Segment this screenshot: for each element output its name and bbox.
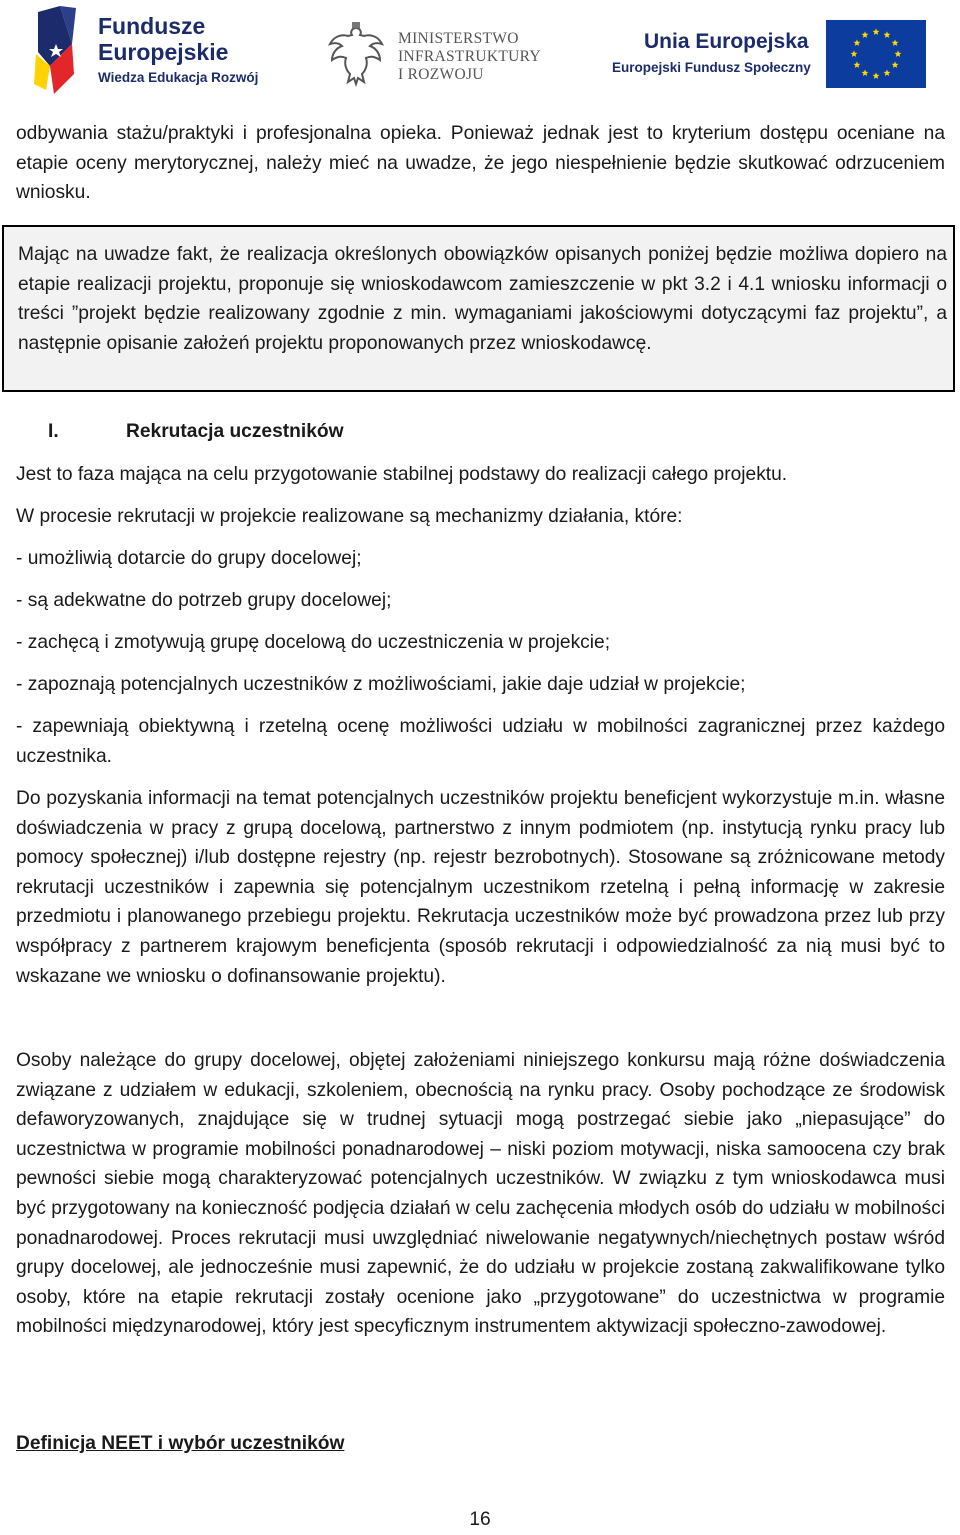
fe-logo-line1: Fundusze (98, 13, 206, 39)
list-item: - zapoznają potencjalnych uczestników z możliwościami, jakie daje udział w projekcie; (16, 674, 746, 695)
list-item: - umożliwią dotarcie do grupy docelowej; (16, 548, 362, 569)
mechanisms-paragraph: W procesie rekrutacji w projekcie realizowane są mechanizmy działania, które: (16, 506, 683, 527)
info-paragraph: Do pozyskania informacji na temat potencjalnych uczestników projektu beneficjent wykorzystuje m.in. własne doświadczenia w pracy z grupą docelową, partnerstwo z innym podmiotem (np. instytucją rynku pracy lub pomocy społecznej) i/lub dostępne rejestry (np. rejestr bezrobotnych). Stosowane są zróżnicowane metody rekrutacji uczestników i zapewnia się potencjalnym uczestnikom rzetelną i pełną informację w zakresie przedmiotu i planowanego przebiegu projektu. Rekrutacja uczestników może być prowadzona przez lub przy współpracy z partnerem krajowym beneficjenta (sposób rekrutacji i odpowiedzialność za nią musi być to wskazane we wniosku o dofinansowanie projektu). (16, 788, 945, 987)
fe-logo-line3: Wiedza Edukacja Rozwój (98, 70, 259, 85)
section-title: Rekrutacja uczestników (126, 421, 344, 442)
groups-paragraph: Osoby należące do grupy docelowej, objętej założeniami niniejszego konkursu mają różne doświadczenia związane z udziałem w edukacji, szkoleniem, obecnością na rynku pracy. Osoby pochodzące ze środowisk defaworyzowanych, znajdujące się w trudnej sytuacji mogą postrzegać siebie jako „niepasujące” do uczestnictwa w programie mobilności ponadnarodowej – niski poziom motywacji, niska samoocena czy brak pewności siebie mogą charakteryzować potencjalnych uczestników. W związku z tym wnioskodawca musi być przygotowany na konieczność podjęcia działań w celu zachęcenia młodych osób do udziału w mobilności ponadnarodowej. Proces rekrutacji musi uwzględniać niwelowanie negatywnych/niechętnych postaw wśród grupy docelowej, ale jednocześnie musi zapewnić, że do udziału w projekcie zostaną zakwalifikowane tylko osoby, które na etapie rekrutacji zostały ocenione jako „przygotowane” do uczestnictwa w programie mobilności międzynarodowej, który jest specyficznym instrumentem aktywizacji społeczno-zawodowej. (16, 1050, 945, 1338)
eagle-emblem-icon (326, 22, 386, 92)
ministry-line3: I ROZWOJU (398, 66, 484, 83)
eu-logo (612, 18, 930, 88)
intro-paragraph: odbywania stażu/praktyki i profesjonalna opieka. Ponieważ jednak jest to kryterium dostępu oceniane na etapie oceny merytorycznej, należy mieć na uwadze, że jego niespełnienie będzie skutkować odrzuceniem wniosku. (16, 123, 945, 204)
neet-subheading: Definicja NEET i wybór uczestników (16, 1433, 345, 1454)
eu-logo-line1: Unia Europejska (644, 30, 809, 53)
page-number: 16 (469, 1509, 491, 1530)
ministry-logo (326, 22, 556, 92)
page-header (0, 0, 960, 100)
highlight-box-text: Mając na uwadze fakt, że realizacja określonych obowiązków opisanych poniżej będzie możliwa dopiero na etapie realizacji projektu, proponuje się wnioskodawcom zamieszczenie w pkt 3.2 i 4.1 wniosku informacji o treści ”projekt będzie realizowany zgodnie z min. wymaganiami jakościowymi dotyczącymi faz projektu”, a następnie opisanie założeń projektu proponowanych przez wnioskodawcę. (18, 244, 947, 354)
list-item: - są adekwatne do potrzeb grupy docelowej; (16, 590, 392, 611)
section-heading (48, 417, 344, 447)
ministry-line2: INFRASTRUKTURY (398, 48, 541, 65)
highlight-box (2, 225, 955, 392)
eu-flag-icon (826, 20, 926, 88)
fe-logo-line2: Europejskie (98, 39, 229, 65)
eu-logo-line2: Europejski Fundusz Społeczny (612, 60, 811, 75)
list-item: - zapewniają obiektywną i rzetelną ocenę możliwości udziału w mobilności zagranicznej przez każdego uczestnika. (16, 716, 945, 767)
list-item: - zachęcą i zmotywują grupę docelową do uczestniczenia w projekcie; (16, 632, 611, 653)
section-number: I. (48, 421, 59, 442)
phase-paragraph: Jest to faza mająca na celu przygotowanie stabilnej podstawy do realizacji całego projektu. (16, 464, 788, 485)
ministry-line1: MINISTERSTWO (398, 30, 519, 47)
fundusze-europejskie-logo (32, 4, 272, 94)
